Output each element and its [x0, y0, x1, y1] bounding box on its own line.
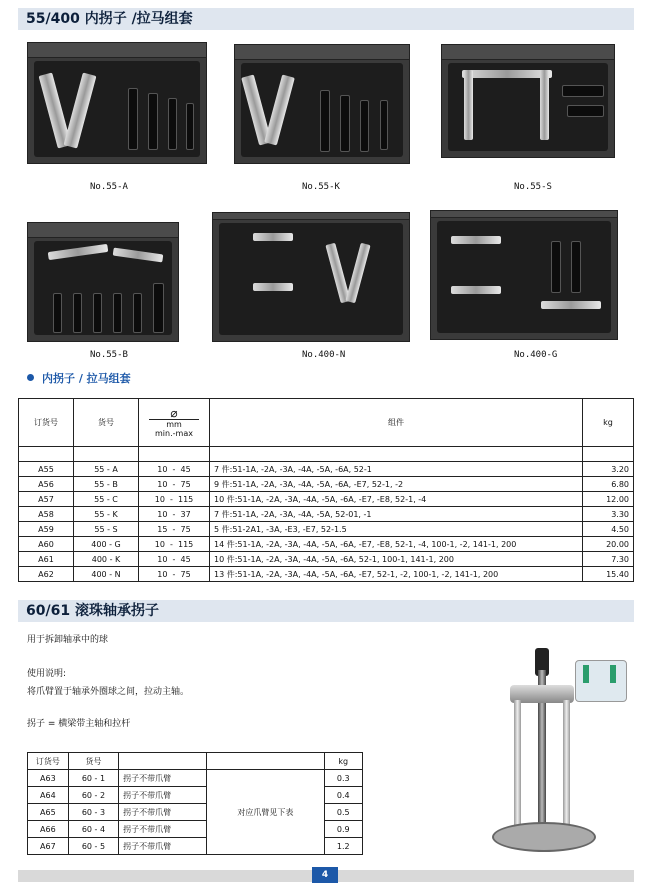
item-cell: 55 - S: [74, 522, 139, 537]
order-cell: A64: [28, 787, 69, 804]
item-cell: 55 - A: [74, 462, 139, 477]
table-row: [28, 770, 363, 787]
item-cell: 60 - 3: [68, 804, 118, 821]
desc-cell: 拐子不带爪臂: [119, 821, 207, 838]
weight-cell: 4.50: [583, 522, 634, 537]
puller-table: [27, 752, 363, 855]
usage-heading: 使用说明:: [27, 669, 67, 679]
weight-cell: 0.3: [324, 770, 363, 787]
table-row: [19, 477, 634, 492]
weight-cell: 0.5: [324, 804, 363, 821]
weight-cell: 3.30: [583, 507, 634, 522]
components-cell: 7 件:51-1A, -2A, -3A, -4A, -5A, -6A, 52-1: [210, 462, 583, 477]
table-row: [19, 522, 634, 537]
header-components: 组件: [210, 399, 583, 447]
components-cell: 13 件:51-1A, -2A, -3A, -4A, -5A, -6A, -E7, 52-1, -2, 100-1, -2, 141-1, 200: [210, 567, 583, 582]
order-cell: A61: [19, 552, 74, 567]
section-header-sets: 55/400 内拐子 /拉马组套: [18, 8, 634, 30]
order-cell: A55: [19, 462, 74, 477]
range-cell: 15 - 75: [139, 522, 210, 537]
photo-caption: No.400-N: [302, 350, 346, 360]
product-photo-55-k: [234, 44, 410, 164]
item-cell: 400 - K: [74, 552, 139, 567]
weight-cell: 20.00: [583, 537, 634, 552]
item-cell: 60 - 5: [68, 838, 118, 855]
subsection-title: 内拐子 / 拉马组套: [27, 370, 131, 386]
components-cell: 5 件:51-2A1, -3A, -E3, -E7, 52-1.5: [210, 522, 583, 537]
item-cell: 400 - G: [74, 537, 139, 552]
item-cell: 55 - C: [74, 492, 139, 507]
range-max: 75: [180, 524, 191, 534]
item-cell: 55 - K: [74, 507, 139, 522]
definition-text: 拐子 = 横梁带主轴和拉杆: [27, 719, 131, 729]
range-min: 10: [157, 479, 168, 489]
order-cell: A67: [28, 838, 69, 855]
range-min: 10: [157, 569, 168, 579]
desc-cell: 拐子不带爪臂: [119, 804, 207, 821]
range-cell: 10 - 45: [139, 462, 210, 477]
item-cell: 400 - N: [74, 567, 139, 582]
components-cell: 14 件:51-1A, -2A, -3A, -4A, -5A, -6A, -E7, -E8, 52-1, -4, 100-1, -2, 141-1, 200: [210, 537, 583, 552]
product-photo-55-a: [27, 42, 207, 164]
photo-caption: No.55-B: [90, 350, 128, 360]
range-max: 75: [180, 569, 191, 579]
diameter-range-label: min.-max: [155, 429, 193, 438]
range-max: 75: [180, 479, 191, 489]
weight-cell: 6.80: [583, 477, 634, 492]
components-cell: 10 件:51-1A, -2A, -3A, -4A, -5A, -6A, -E7, -E8, 52-1, -4: [210, 492, 583, 507]
weight-cell: 1.2: [324, 838, 363, 855]
range-max: 115: [177, 539, 194, 549]
header-kg: kg: [324, 753, 363, 770]
range-max: 45: [180, 554, 191, 564]
range-max: 115: [177, 494, 194, 504]
table-row: [19, 537, 634, 552]
header-order-no: 订货号: [28, 753, 69, 770]
order-cell: A58: [19, 507, 74, 522]
range-max: 37: [180, 509, 191, 519]
photo-caption: No.55-A: [90, 182, 128, 192]
desc-cell: 拐子不带爪臂: [119, 838, 207, 855]
components-cell: 10 件:51-1A, -2A, -3A, -4A, -5A, -6A, 52-1, 100-1, 141-1, 200: [210, 552, 583, 567]
diameter-unit: mm: [166, 420, 182, 429]
order-cell: A60: [19, 537, 74, 552]
photo-caption: No.55-S: [514, 182, 552, 192]
order-cell: A65: [28, 804, 69, 821]
range-cell: 10 - 115: [139, 492, 210, 507]
components-cell: 9 件:51-1A, -2A, -3A, -4A, -5A, -6A, -E7, 52-1, -2: [210, 477, 583, 492]
order-cell: A66: [28, 821, 69, 838]
product-photo-400-g: [430, 210, 618, 340]
weight-cell: 12.00: [583, 492, 634, 507]
order-cell: A63: [28, 770, 69, 787]
order-cell: A59: [19, 522, 74, 537]
range-cell: 10 - 115: [139, 537, 210, 552]
range-min: 10: [157, 554, 168, 564]
diameter-icon: ⌀: [170, 406, 178, 420]
range-min: 10: [154, 539, 165, 549]
weight-cell: 15.40: [583, 567, 634, 582]
photo-caption: No.55-K: [302, 182, 340, 192]
intro-text: 用于拆卸轴承中的球: [27, 635, 109, 645]
item-cell: 60 - 4: [68, 821, 118, 838]
order-cell: A56: [19, 477, 74, 492]
range-max: 45: [180, 464, 191, 474]
weight-cell: 7.30: [583, 552, 634, 567]
table-row: [19, 552, 634, 567]
section-header-ball-bearing: 60/61 滚珠轴承拐子: [18, 600, 634, 622]
table-row: [19, 567, 634, 582]
components-cell: 7 件:51-1A, -2A, -3A, -4A, -5A, 52-01, -1: [210, 507, 583, 522]
photo-caption: No.400-G: [514, 350, 558, 360]
item-cell: 60 - 2: [68, 787, 118, 804]
product-photo-400-n: [212, 212, 410, 342]
range-min: 10: [154, 494, 165, 504]
product-photo-55-s: [441, 44, 615, 158]
range-min: 10: [157, 464, 168, 474]
table-row: [19, 462, 634, 477]
weight-cell: 0.9: [324, 821, 363, 838]
page-number: 4: [312, 867, 338, 883]
range-cell: 10 - 75: [139, 477, 210, 492]
desc-cell: 拐子不带爪臂: [119, 770, 207, 787]
ball-bearing-puller-image: [480, 640, 630, 860]
header-item-no: 货号: [68, 753, 118, 770]
sets-table: [18, 398, 634, 582]
weight-cell: 0.4: [324, 787, 363, 804]
product-photo-55-b: [27, 222, 179, 342]
header-weight: kg: [583, 399, 634, 447]
header-diameter: [139, 399, 210, 447]
header-order-no: 订货号: [19, 399, 74, 447]
usage-text: 将爪臂置于轴承外圈球之间，拉动主轴。: [27, 687, 190, 697]
range-cell: 10 - 45: [139, 552, 210, 567]
item-cell: 60 - 1: [68, 770, 118, 787]
table-row: [19, 507, 634, 522]
range-cell: 10 - 37: [139, 507, 210, 522]
order-cell: A57: [19, 492, 74, 507]
range-cell: 10 - 75: [139, 567, 210, 582]
range-min: 15: [157, 524, 168, 534]
desc-cell: 拐子不带爪臂: [119, 787, 207, 804]
weight-cell: 3.20: [583, 462, 634, 477]
range-min: 10: [157, 509, 168, 519]
item-cell: 55 - B: [74, 477, 139, 492]
header-item-no: 货号: [74, 399, 139, 447]
order-cell: A62: [19, 567, 74, 582]
note-cell: 对应爪臂见下表: [207, 770, 324, 855]
table-row: [19, 492, 634, 507]
